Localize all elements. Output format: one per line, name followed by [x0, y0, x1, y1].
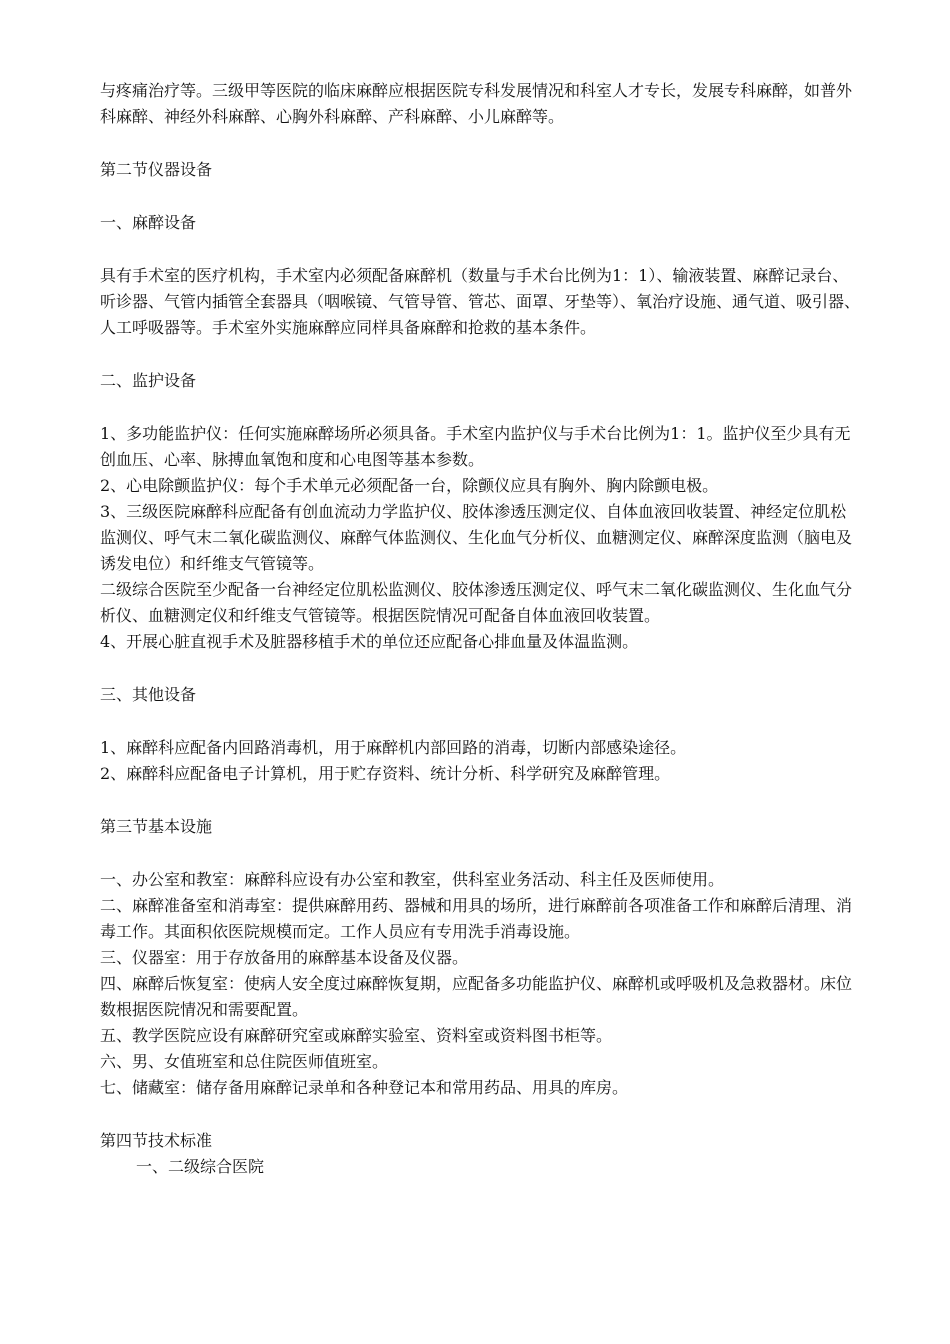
facility-item: 五、教学医院应设有麻醉研究室或麻醉实验室、资料室或资料图书柜等。 [100, 1026, 613, 1045]
other-equipment-item: 2、麻醉科应配备电子计算机，用于贮存资料、统计分析、科学研究及麻醉管理。 [100, 764, 671, 783]
intro-paragraph: 与疼痛治疗等。三级甲等医院的临床麻醉应根据医院专科发展情况和科室人才专长，发展专科麻醉，如普外科麻醉、神经外科麻醉、心胸外科麻醉、产科麻醉、小儿麻醉等。 [100, 81, 853, 126]
section2-part1-title: 一、麻醉设备 [100, 213, 197, 232]
facility-item: 六、男、女值班室和总住院医师值班室。 [100, 1052, 389, 1071]
monitor-item: 2、心电除颤监护仪：每个手术单元必须配备一台，除颤仪应具有胸外、胸内除颤电极。 [100, 476, 719, 495]
monitor-item: 1、多功能监护仪：任何实施麻醉场所必须具备。手术室内监护仪与手术台比例为1：1。监护仪至少具有无创血压、心率、脉搏血氧饱和度和心电图等基本参数。 [100, 424, 851, 469]
facility-item: 三、仪器室：用于存放备用的麻醉基本设备及仪器。 [100, 948, 469, 967]
section4-subtitle: 一、二级综合医院 [136, 1157, 265, 1176]
section3-title: 第三节基本设施 [100, 817, 213, 836]
monitor-item: 3、三级医院麻醉科应配备有创血流动力学监护仪、胶体渗透压测定仪、自体血液回收装置、神经定位肌松监测仪、呼气末二氧化碳监测仪、麻醉气体监测仪、生化血气分析仪、血糖测定仪、麻醉深度监测（脑电及诱发电位）和纤维支气管镜等。 [100, 502, 853, 573]
facility-item: 七、储藏室：储存备用麻醉记录单和各种登记本和常用药品、用具的库房。 [100, 1078, 629, 1097]
section2-part2-title: 二、监护设备 [100, 371, 197, 390]
section2-part3-title: 三、其他设备 [100, 685, 197, 704]
facility-item: 四、麻醉后恢复室：使病人安全度过麻醉恢复期，应配备多功能监护仪、麻醉机或呼吸机及急救器材。床位数根据医院情况和需要配置。 [100, 974, 853, 1019]
facility-item: 二、麻醉准备室和消毒室：提供麻醉用药、器械和用具的场所，进行麻醉前各项准备工作和麻醉后清理、消毒工作。其面积依医院规模而定。工作人员应有专用洗手消毒设施。 [100, 896, 853, 941]
monitor-item: 二级综合医院至少配备一台神经定位肌松监测仪、胶体渗透压测定仪、呼气末二氧化碳监测仪、生化血气分析仪、血糖测定仪和纤维支气管镜等。根据医院情况可配备自体血液回收装置。 [100, 580, 853, 625]
section2-title: 第二节仪器设备 [100, 160, 213, 179]
monitor-item: 4、开展心脏直视手术及脏器移植手术的单位还应配备心排血量及体温监测。 [100, 632, 639, 651]
section2-part1-body: 具有手术室的医疗机构，手术室内必须配备麻醉机（数量与手术台比例为1：1）、输液装置、麻醉记录台、听诊器、气管内插管全套器具（咽喉镜、气管导管、管芯、面罩、牙垫等）、氧治疗设施、通气道、吸引器、人工呼吸器等。手术室外实施麻醉应同样具备麻醉和抢救的基本条件。 [100, 266, 861, 337]
document-page [100, 78, 860, 1180]
section4-title: 第四节技术标准 [100, 1131, 213, 1150]
other-equipment-item: 1、麻醉科应配备内回路消毒机，用于麻醉机内部回路的消毒，切断内部感染途径。 [100, 738, 687, 757]
facility-item: 一、办公室和教室：麻醉科应设有办公室和教室，供科室业务活动、科主任及医师使用。 [100, 870, 725, 889]
